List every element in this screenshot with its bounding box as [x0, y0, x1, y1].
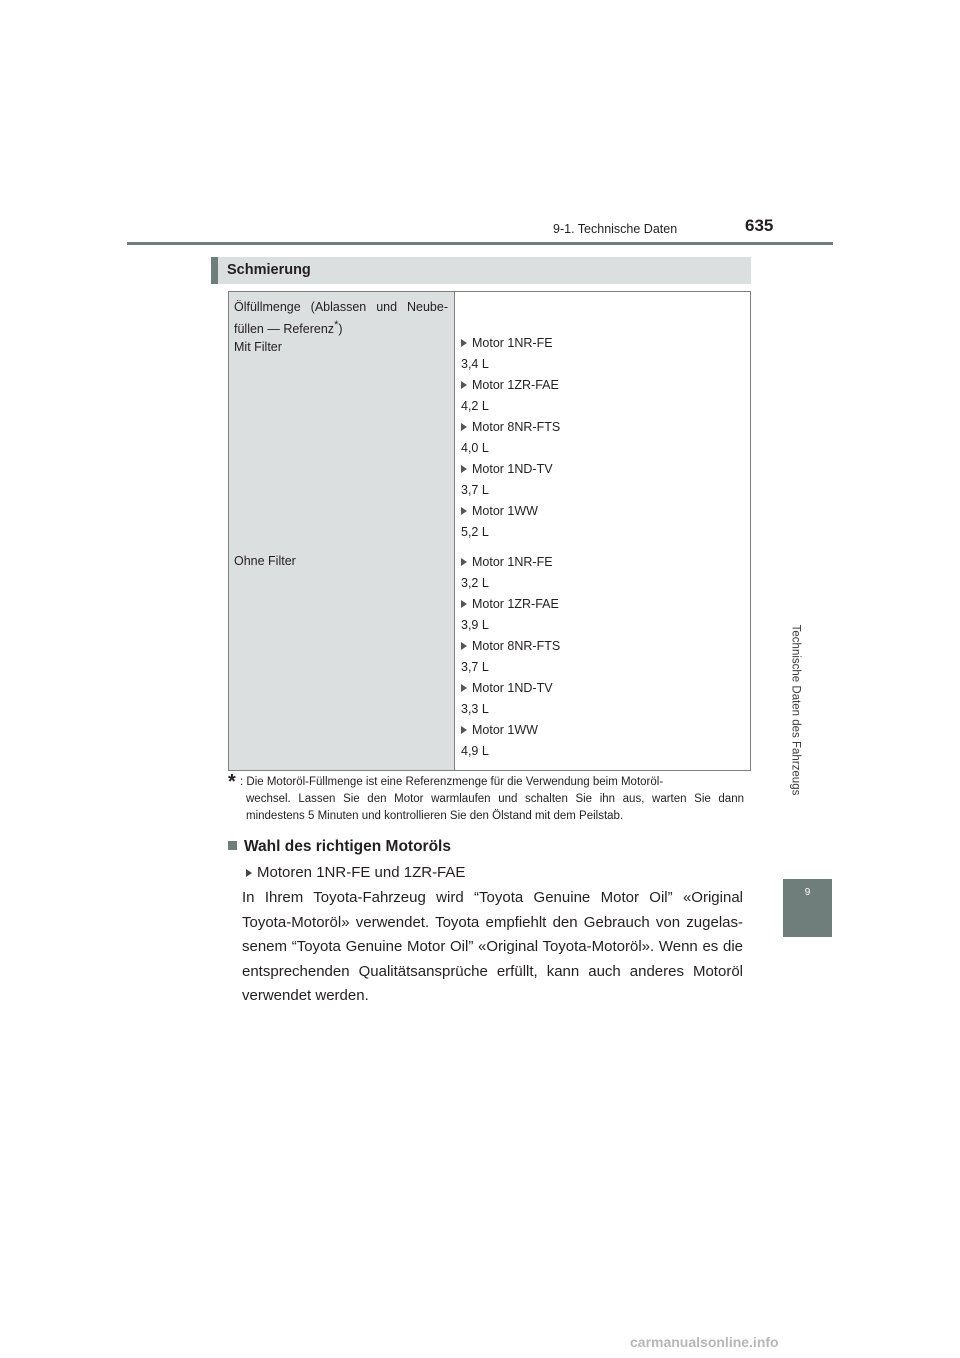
subsection-title: Wahl des richtigen Motoröls: [244, 838, 451, 855]
side-tab-label: [772, 550, 818, 870]
capacity-value: 5,2 L: [461, 525, 489, 539]
triangle-bullet-icon: [461, 642, 467, 650]
engine-name: Motor 1ND-TV: [472, 681, 553, 695]
capacity-value: 3,4 L: [461, 357, 489, 371]
triangle-bullet-icon: [461, 339, 467, 347]
list-item: [461, 333, 560, 354]
table-label-column: [229, 292, 455, 770]
engine-name: Motor 1NR-FE: [472, 555, 553, 569]
capacity-value: 3,7 L: [461, 483, 489, 497]
chapter-tab-number: 9: [804, 887, 811, 898]
header-rule: [127, 242, 833, 245]
square-bullet-icon: [228, 841, 237, 850]
list-item: [461, 417, 560, 438]
engine-name: Motor 1NR-FE: [472, 336, 553, 350]
engine-bullet: [246, 864, 465, 881]
list-item: [461, 375, 560, 396]
oil-capacity-label-line1: Ölfüllmenge (Ablassen und Neube-: [234, 300, 448, 314]
footnote-marker: *: [334, 319, 339, 331]
capacity-value: 3,3 L: [461, 702, 489, 716]
lubrication-table: [228, 291, 751, 771]
footnote-text: wechsel. Lassen Sie den Motor warmlaufen und schalten Sie ihn aus, warten Sie dann mindestens 5 Minuten und kontrollieren Sie den Ölstand mit dem Peilstab.: [246, 793, 744, 822]
triangle-bullet-icon: [461, 684, 467, 692]
list-item: [461, 720, 560, 741]
with-filter-label: Mit Filter: [234, 340, 282, 355]
list-item: [461, 501, 560, 522]
triangle-bullet-icon: [461, 600, 467, 608]
capacity-value: 4,0 L: [461, 441, 489, 455]
engine-name: Motor 1ND-TV: [472, 462, 553, 476]
capacity-value: 4,2 L: [461, 399, 489, 413]
triangle-bullet-icon: [461, 465, 467, 473]
triangle-bullet-icon: [461, 726, 467, 734]
engine-name: Motor 1ZR-FAE: [472, 378, 559, 392]
oil-capacity-label-close: ): [338, 322, 343, 337]
chapter-header: 9-1. Technische Daten: [553, 222, 678, 236]
oil-capacity-label: [234, 298, 448, 356]
chapter-tab[interactable]: [783, 879, 832, 937]
side-tab-label-text: Technische Daten des Fahrzeugs: [789, 624, 801, 796]
list-item: [461, 552, 560, 573]
engine-name: Motor 1WW: [472, 504, 538, 518]
engine-name: Motor 1ZR-FAE: [472, 597, 559, 611]
triangle-bullet-icon: [246, 869, 252, 877]
footnote-star: *: [228, 771, 236, 793]
triangle-bullet-icon: [461, 381, 467, 389]
without-filter-list: [461, 552, 560, 762]
engine-name: Motor 1WW: [472, 723, 538, 737]
section-title: Schmierung: [227, 262, 311, 278]
watermark: carmanualsonline.info: [630, 1334, 779, 1350]
oil-capacity-label-line2-text: füllen — Referenz: [234, 322, 335, 337]
footnote: [228, 771, 744, 825]
body-paragraph: In Ihrem Toyota-Fahrzeug wird “Toyota Genuine Motor Oil” «Original Toyota-Motoröl» verwendet. Toyota empfiehlt den Gebrauch von zugelas-senem “Toyota Genuine Motor Oil” «Original Toyota-Motoröl». Wenn es die entsprechenden Qualitätsansprüche erfüllt, kann auch anderes Motoröl verwendet werden.: [242, 889, 743, 1004]
without-filter-label: Ohne Filter: [234, 554, 296, 568]
capacity-value: 4,9 L: [461, 744, 489, 758]
triangle-bullet-icon: [461, 558, 467, 566]
triangle-bullet-icon: [461, 507, 467, 515]
capacity-value: 3,7 L: [461, 660, 489, 674]
list-item: [461, 459, 560, 480]
triangle-bullet-icon: [461, 423, 467, 431]
engine-name: Motor 8NR-FTS: [472, 639, 561, 653]
list-item: [461, 678, 560, 699]
capacity-value: 3,9 L: [461, 618, 489, 632]
engine-bullet-text: Motoren 1NR-FE und 1ZR-FAE: [257, 864, 466, 881]
subsection-heading: [228, 838, 451, 856]
with-filter-list: [461, 333, 560, 543]
page-number: 635: [745, 216, 774, 235]
section-title-bar: [211, 257, 751, 284]
list-item: [461, 636, 560, 657]
oil-capacity-label-line2: [234, 316, 448, 338]
capacity-value: 3,2 L: [461, 576, 489, 590]
footnote-line1: : Die Motoröl-Füllmenge ist eine Referenzmenge für die Verwendung beim Motoröl-: [240, 776, 664, 788]
table-value-column: [455, 292, 750, 770]
engine-name: Motor 8NR-FTS: [472, 420, 561, 434]
list-item: [461, 594, 560, 615]
